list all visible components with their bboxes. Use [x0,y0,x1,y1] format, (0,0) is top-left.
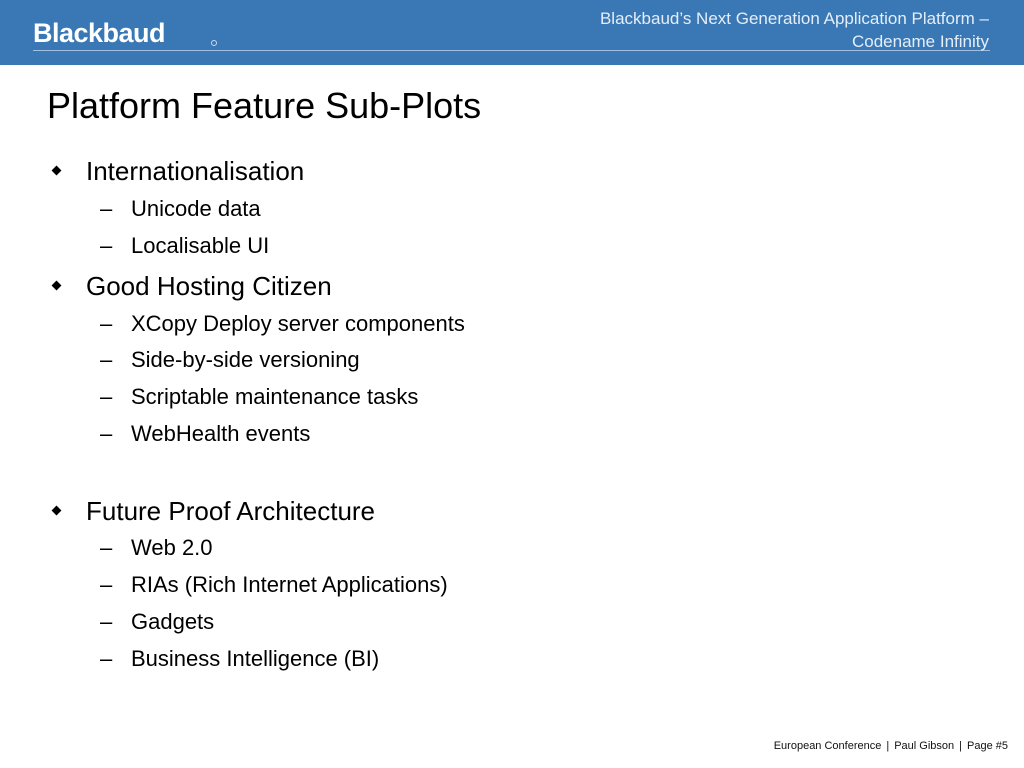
dash-icon: – [100,196,113,221]
header-title-line1: Blackbaud’s Next Generation Application Platform – [599,9,989,28]
header-title-line2: Codename Infinity [851,32,989,51]
dash-icon: – [100,384,113,409]
bullet-diamond-icon [52,281,62,291]
sub-bullet: Side-by-side versioning [131,347,360,372]
sub-bullet: Localisable UI [131,233,270,258]
blackbaud-logo: Blackbaud [33,18,166,48]
footer-separator: | [886,740,890,752]
dash-icon: – [100,233,113,258]
sub-bullet: Scriptable maintenance tasks [131,384,419,409]
bullet-heading: Good Hosting Citizen [86,271,332,301]
footer-separator: | [959,740,963,752]
sub-bullet: Gadgets [131,609,215,634]
dash-icon: – [100,347,113,372]
sub-bullet: Unicode data [131,196,261,221]
sub-bullet: RIAs (Rich Internet Applications) [131,572,448,597]
sub-bullet: WebHealth events [131,421,311,446]
dash-icon: – [100,646,113,671]
slide-title: Platform Feature Sub-Plots [47,85,482,126]
dash-icon: – [100,421,113,446]
bullet-diamond-icon [52,166,62,176]
bullet-heading: Internationalisation [86,156,305,186]
footer-event: European Conference [773,740,882,752]
sub-bullet: XCopy Deploy server components [131,311,465,336]
bullet-heading: Future Proof Architecture [86,496,376,526]
bullet-diamond-icon [52,506,62,516]
dash-icon: – [100,311,113,336]
slide-footer [774,740,1008,752]
dash-icon: – [100,572,113,597]
footer-page-number: Page #5 [967,740,1008,752]
sub-bullet: Web 2.0 [131,535,213,560]
sub-bullet: Business Intelligence (BI) [131,646,380,671]
dash-icon: – [100,609,113,634]
dash-icon: – [100,535,113,560]
footer-presenter: Paul Gibson [894,740,955,752]
